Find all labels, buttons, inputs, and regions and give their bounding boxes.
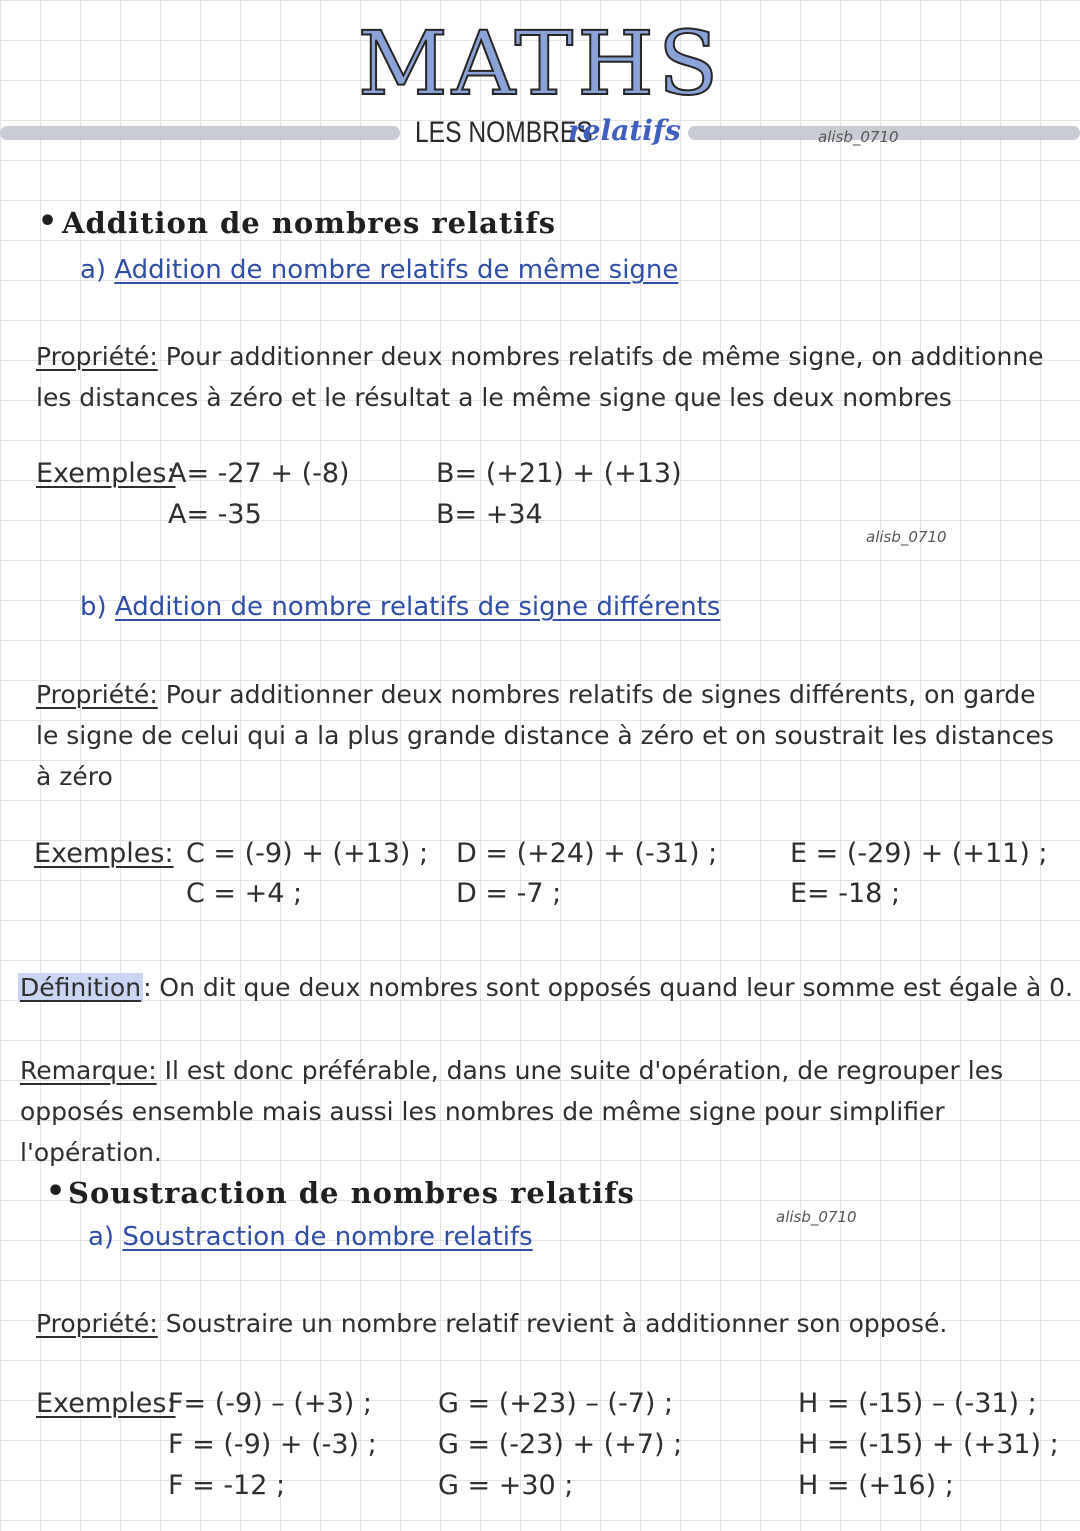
property-text: Soustraire un nombre relatif revient à additionner son opposé. xyxy=(165,1309,948,1338)
definition-term: Définition xyxy=(20,973,142,1002)
example-c-line1: C = (-9) + (+13) ; xyxy=(186,838,429,869)
example-c-line2: C = +4 ; xyxy=(186,878,303,909)
section-title-subtraction: Soustraction de nombres relatifs xyxy=(68,1176,635,1210)
example-f-line1: F= (-9) – (+3) ; xyxy=(168,1388,372,1419)
subheading-title: Addition de nombre relatifs de signe différents xyxy=(114,592,721,622)
example-g-line3: G = +30 ; xyxy=(438,1470,574,1501)
header-band-left xyxy=(0,126,400,140)
remark-text: Il est donc préférable, dans une suite d'opération, de regrouper les opposés ensemble mais aussi les nombres de même signe pour simplifier l'opération. xyxy=(20,1056,1004,1167)
example-e-line1: E = (-29) + (+11) ; xyxy=(790,838,1048,869)
property-term: Propriété: xyxy=(36,342,158,371)
example-e-line2: E= -18 ; xyxy=(790,878,901,909)
property-term: Propriété: xyxy=(36,680,158,709)
example-d-line1: D = (+24) + (-31) ; xyxy=(456,838,718,869)
example-g-line2: G = (-23) + (+7) ; xyxy=(438,1429,683,1460)
subheading-title: Soustraction de nombre relatifs xyxy=(122,1222,533,1252)
example-a-line2: A= -35 xyxy=(168,499,262,530)
subheading-label: a) xyxy=(88,1222,115,1252)
subheading-label: a) xyxy=(80,255,107,285)
subheading-subtraction xyxy=(88,1222,533,1252)
page-title: MATHS xyxy=(357,12,723,115)
watermark: alisb_0710 xyxy=(866,528,947,546)
definition-text: : On dit que deux nombres sont opposés quand leur somme est égale à 0. xyxy=(143,973,1073,1002)
property-same-sign xyxy=(36,336,1056,418)
watermark: alisb_0710 xyxy=(776,1208,857,1226)
examples-label: Exemples: xyxy=(34,838,174,869)
page-subtitle: LES NOMBRES xyxy=(415,116,593,149)
property-subtraction xyxy=(36,1303,1066,1344)
examples-label: Exemples: xyxy=(36,1388,176,1419)
page-subtitle-accent: relatifs xyxy=(568,114,681,147)
example-h-line3: H = (+16) ; xyxy=(798,1470,954,1501)
example-b-line2: B= +34 xyxy=(436,499,543,530)
example-b-line1: B= (+21) + (+13) xyxy=(436,458,682,489)
section-title-addition: Addition de nombres relatifs xyxy=(62,206,557,240)
example-a-line1: A= -27 + (-8) xyxy=(168,458,350,489)
subheading-title: Addition de nombre relatifs de même signe xyxy=(114,255,679,285)
examples-label: Exemples: xyxy=(36,458,176,489)
subheading-different-sign xyxy=(80,592,720,622)
example-h-line2: H = (-15) + (+31) ; xyxy=(798,1429,1059,1460)
bullet: • xyxy=(46,1174,66,1209)
property-text: Pour additionner deux nombres relatifs de même signe, on additionne les distances à zéro et le résultat a le même signe que les deux nombres xyxy=(36,342,1044,412)
remark xyxy=(20,1050,1050,1173)
property-text: Pour additionner deux nombres relatifs de signes différents, on garde le signe de celui qui a la plus grande distance à zéro et on soustrait les distances à zéro xyxy=(36,680,1054,791)
example-f-line3: F = -12 ; xyxy=(168,1470,286,1501)
definition xyxy=(18,967,1078,1008)
watermark: alisb_0710 xyxy=(818,128,899,146)
bullet: • xyxy=(38,204,58,239)
subheading-label: b) xyxy=(80,592,107,622)
property-term: Propriété: xyxy=(36,1309,158,1338)
example-d-line2: D = -7 ; xyxy=(456,878,562,909)
subheading-same-sign xyxy=(80,255,678,285)
remark-term: Remarque: xyxy=(20,1056,157,1085)
example-h-line1: H = (-15) – (-31) ; xyxy=(798,1388,1037,1419)
example-g-line1: G = (+23) – (-7) ; xyxy=(438,1388,674,1419)
example-f-line2: F = (-9) + (-3) ; xyxy=(168,1429,377,1460)
property-different-sign xyxy=(36,674,1061,797)
